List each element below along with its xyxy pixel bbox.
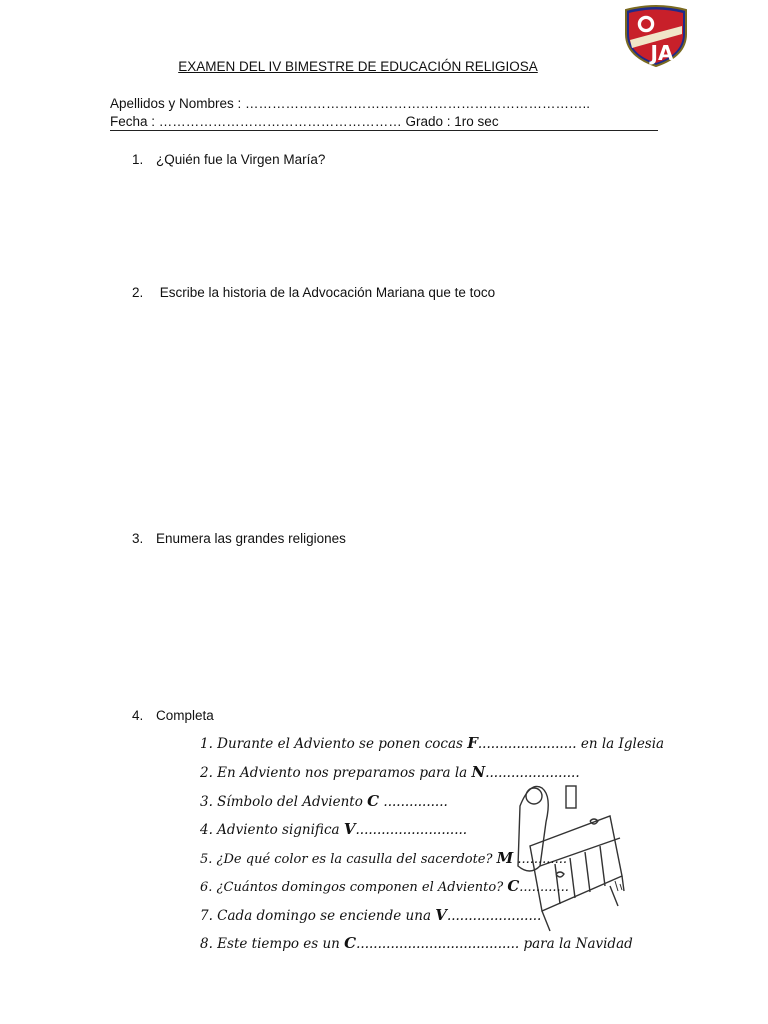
name-field-label: Apellidos y Nombres : …………………………………………………………………..: [110, 96, 591, 111]
question-number: 1.: [132, 152, 144, 167]
date-grade-line: Fecha : ……………………………………………… Grado : 1ro sec: [110, 114, 658, 131]
question-text: Completa: [156, 708, 214, 723]
question-text: ¿Quién fue la Virgen María?: [156, 152, 326, 167]
worksheet-item-4: 4. Adviento significa V..........................: [200, 820, 468, 838]
question-1: [132, 152, 325, 167]
question-3: [132, 531, 346, 546]
worksheet-item-7: 7. Cada domingo se enciende una V......................: [200, 906, 542, 924]
question-text: Enumera las grandes religiones: [156, 531, 346, 546]
question-4: [132, 708, 214, 723]
worksheet-item-5: 5. ¿De qué color es la casulla del sacerdote? M ............: [200, 849, 567, 867]
worksheet-item-3: 3. Símbolo del Adviento C ...............: [200, 792, 448, 810]
worksheet-item-8: 8. Este tiempo es un C...................................... para la Navidad: [200, 934, 633, 952]
question-number: 4.: [132, 708, 144, 723]
logo-initials: JA: [650, 41, 674, 65]
question-2: [132, 285, 495, 300]
worksheet-item-2: 2. En Adviento nos preparamos para la N......................: [200, 763, 580, 781]
question-text: Escribe la historia de la Advocación Mariana que te toco: [156, 285, 496, 300]
advent-worksheet: [190, 726, 665, 966]
question-number: 3.: [132, 531, 144, 546]
worksheet-item-6: 6. ¿Cuántos domingos componen el Adviento? C............: [200, 877, 569, 895]
exam-title: EXAMEN DEL IV BIMESTRE DE EDUCACIÓN RELIGIOSA: [178, 59, 538, 74]
worksheet-item-1: 1. Durante el Adviento se ponen cocas F....................... en la Iglesia: [200, 734, 665, 752]
question-number: 2.: [132, 285, 144, 300]
